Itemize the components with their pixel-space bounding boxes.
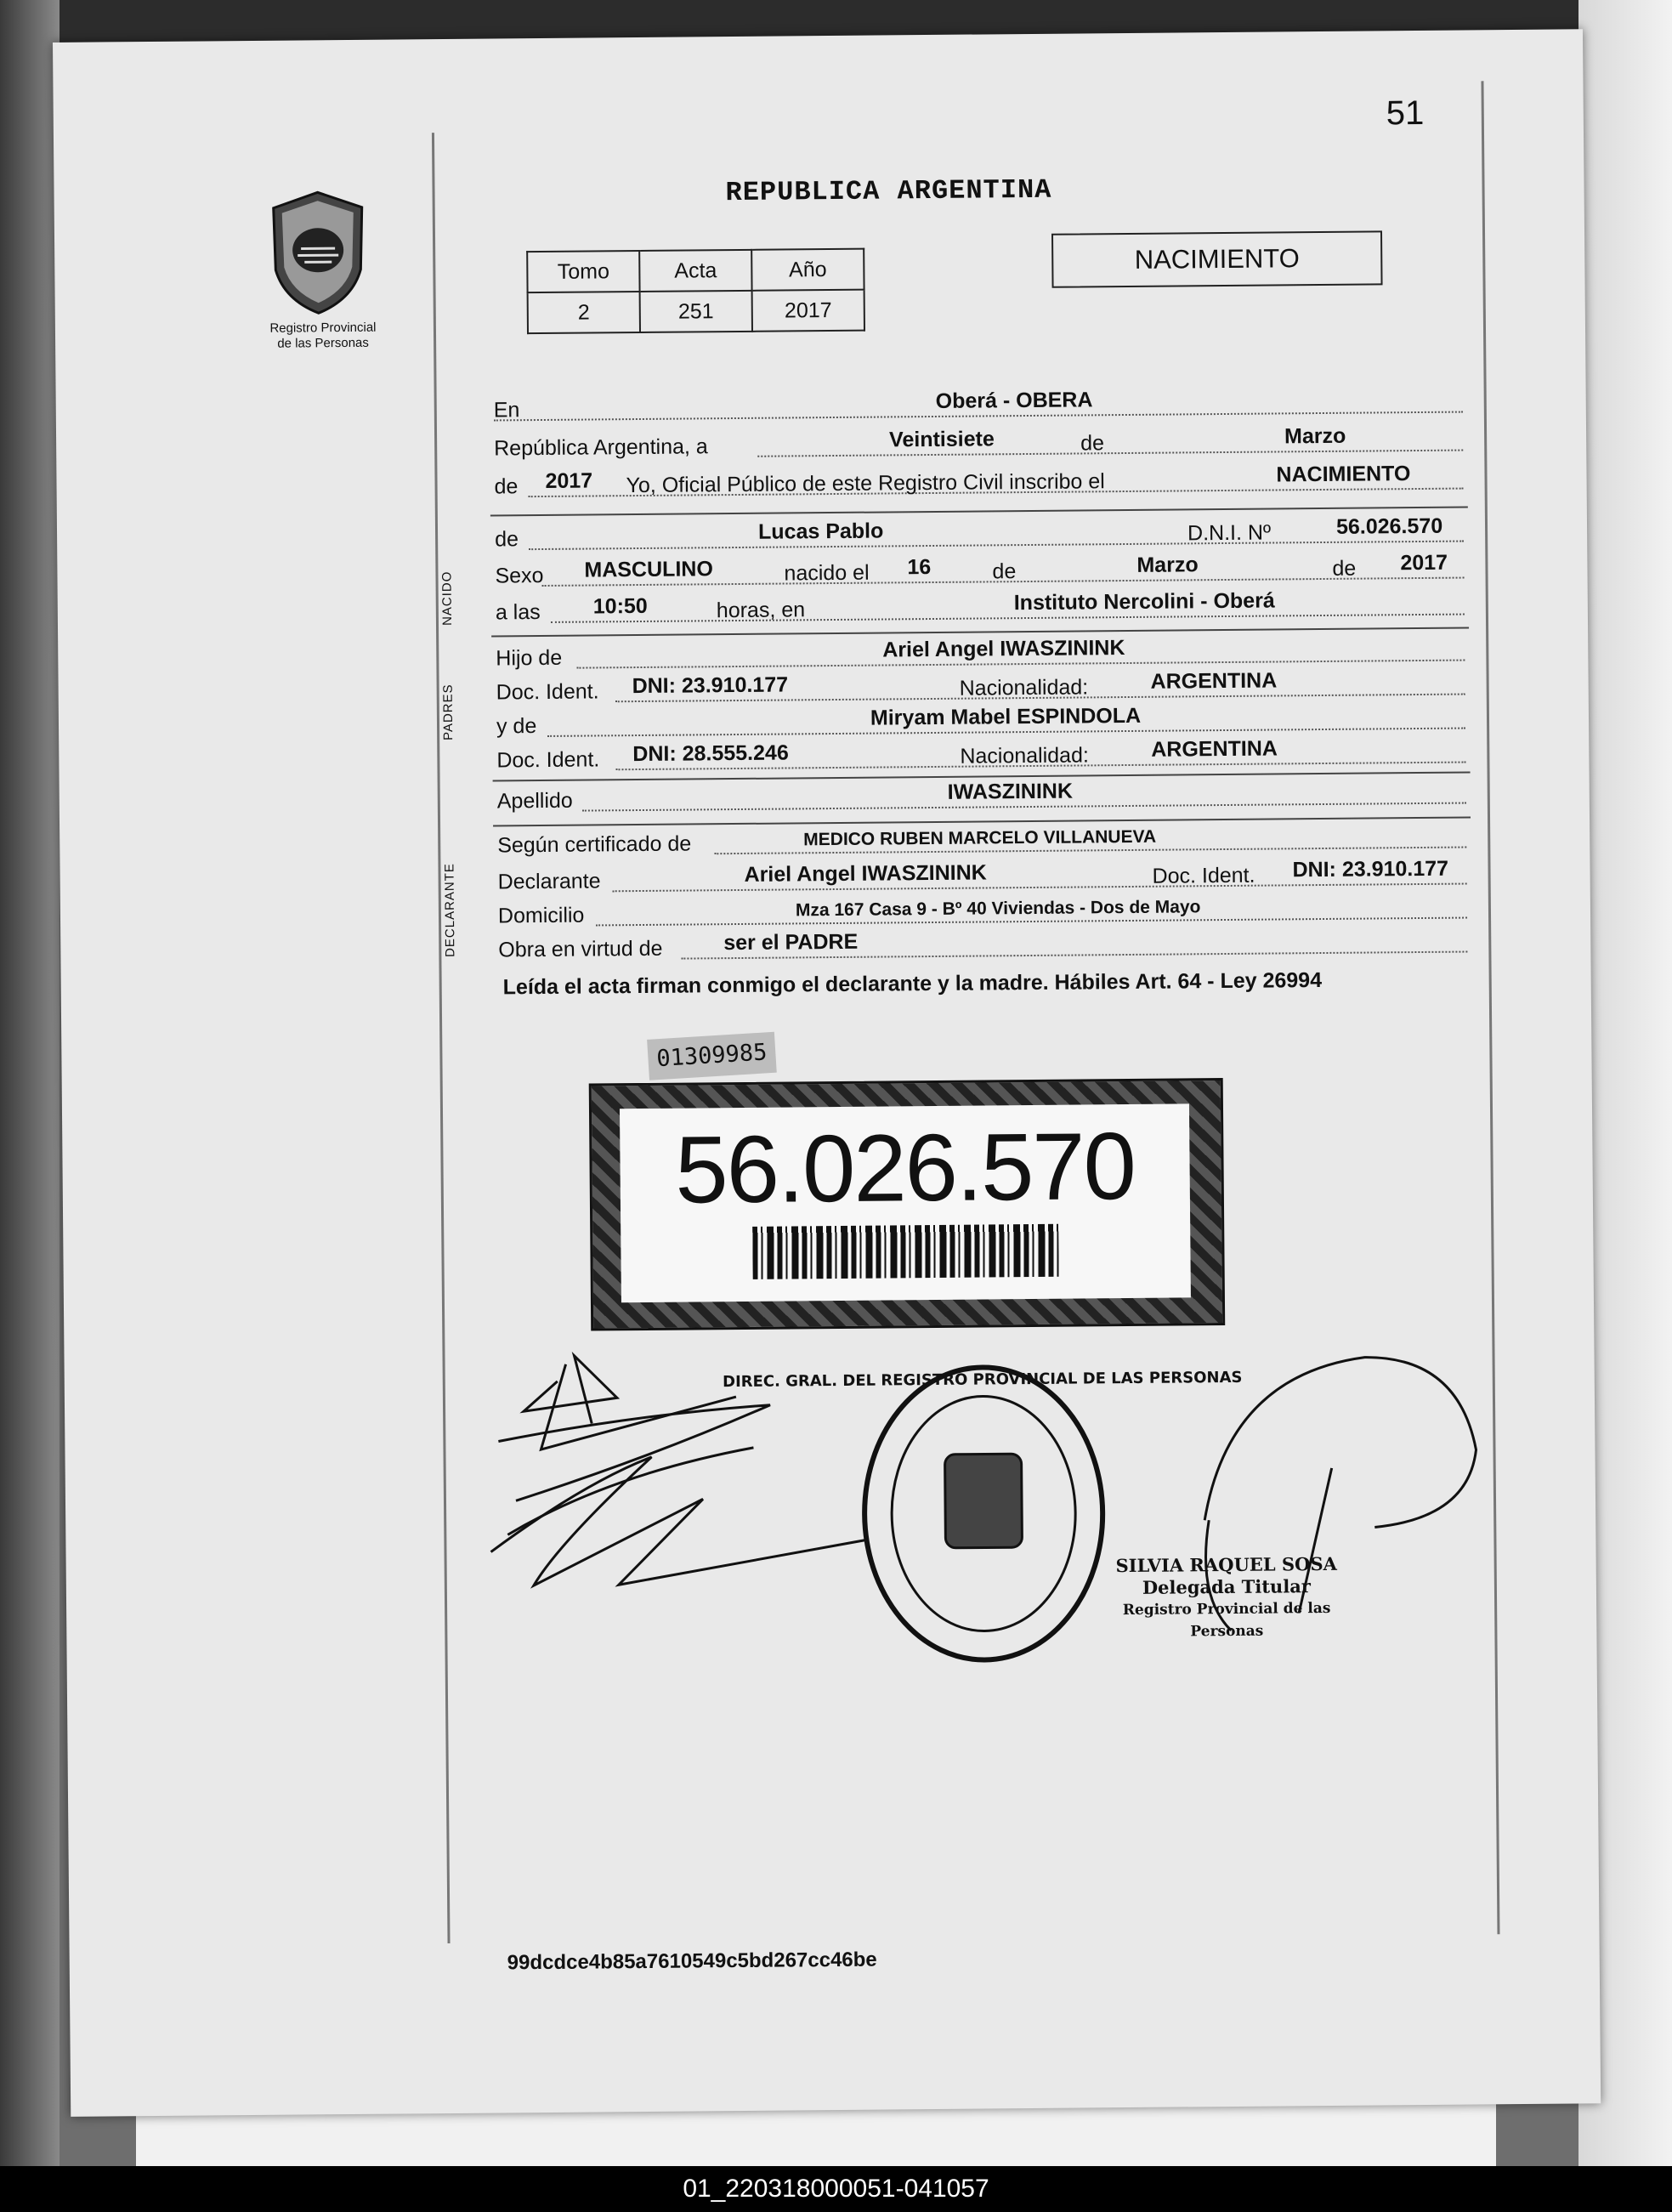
registry-value-acta: 251 bbox=[640, 291, 752, 332]
province-coat-of-arms-icon bbox=[267, 189, 370, 317]
image-caption-bar: 01_220318000051-041057 bbox=[0, 2166, 1672, 2212]
row-obra bbox=[498, 927, 1467, 965]
registry-table-values bbox=[528, 290, 864, 333]
label-nacido-el: nacido el bbox=[784, 560, 870, 586]
country-title: REPUBLICA ARGENTINA bbox=[725, 173, 1052, 209]
label-doc-ident: Doc. Ident. bbox=[496, 679, 599, 705]
officer-org: Registro Provincial de las Personas bbox=[1122, 1599, 1331, 1641]
row-madre bbox=[496, 704, 1465, 741]
value-padre-nacionalidad: ARGENTINA bbox=[1150, 668, 1278, 694]
document-hash: 99dcdce4b85a7610549c5bd267cc46be bbox=[507, 1948, 877, 1975]
label-nacionalidad-madre: Nacionalidad: bbox=[960, 743, 1089, 769]
row-apellido bbox=[497, 779, 1466, 816]
officer-block bbox=[1099, 1553, 1355, 1644]
value-apellido: IWASZININK bbox=[947, 779, 1074, 804]
logo-caption: Registro Provincial de las Personas bbox=[269, 320, 377, 351]
label-domicilio: Domicilio bbox=[497, 903, 585, 928]
section-label-nacido: NACIDO bbox=[439, 570, 456, 627]
value-dia-letras: Veintisiete bbox=[888, 427, 995, 452]
value-certificado: MEDICO RUBEN MARCELO VILLANUEVA bbox=[803, 826, 1157, 850]
label-a-las: a las bbox=[495, 600, 541, 625]
value-lugar-nacimiento: Instituto Nercolini - Oberá bbox=[1013, 588, 1275, 615]
separator-1 bbox=[490, 506, 1468, 516]
registry-table bbox=[526, 248, 865, 334]
value-domicilio: Mza 167 Casa 9 - Bº 40 Viviendas - Dos de Mayo bbox=[795, 897, 1201, 921]
label-hijo-de: Hijo de bbox=[496, 645, 563, 671]
label-declarante: Declarante bbox=[497, 869, 601, 894]
label-nacionalidad: Nacionalidad: bbox=[959, 675, 1089, 700]
row-domicilio bbox=[498, 893, 1467, 931]
label-y-de: y de bbox=[496, 714, 537, 739]
label-doc-ident-declarante: Doc. Ident. bbox=[1152, 863, 1255, 888]
barcode-icon bbox=[752, 1224, 1059, 1279]
section-label-padres: PADRES bbox=[440, 683, 456, 741]
officer-title: Delegada Titular bbox=[1142, 1575, 1312, 1598]
value-madre: Miryam Mabel ESPINDOLA bbox=[870, 703, 1142, 730]
label-de-dia: de bbox=[992, 559, 1017, 584]
value-hora: 10:50 bbox=[592, 593, 648, 619]
label-de-anio-nac: de bbox=[1332, 556, 1357, 581]
label-obra: Obra en virtud de bbox=[498, 936, 663, 962]
value-madre-nacionalidad: ARGENTINA bbox=[1151, 736, 1278, 762]
value-declarante: Ariel Angel IWASZININK bbox=[744, 860, 987, 887]
value-tipo: NACIMIENTO bbox=[1276, 462, 1411, 487]
registry-table-header bbox=[527, 249, 864, 292]
value-mes-inscripcion: Marzo bbox=[1284, 423, 1346, 449]
value-nombre: Lucas Pablo bbox=[757, 519, 884, 544]
label-de-nombre: de bbox=[494, 527, 519, 552]
value-dia-nacimiento: 16 bbox=[907, 555, 932, 580]
value-anio-inscripcion: 2017 bbox=[545, 468, 593, 493]
section-label-declarante: DECLARANTE bbox=[442, 863, 458, 958]
label-horas-en: horas, en bbox=[716, 598, 806, 623]
label-sexo: Sexo bbox=[495, 563, 544, 588]
row-certificado bbox=[497, 823, 1466, 860]
officer-name: SILVIA RAQUEL SOSA bbox=[1115, 1552, 1337, 1577]
left-margin-rule bbox=[432, 133, 451, 1943]
serial-number-label: 01309985 bbox=[647, 1032, 777, 1080]
label-de-anio: de bbox=[494, 474, 519, 499]
birth-certificate-page bbox=[53, 29, 1601, 2117]
registry-value-tomo: 2 bbox=[528, 292, 640, 333]
row-declarante bbox=[497, 856, 1466, 897]
value-dni: 56.026.570 bbox=[1335, 513, 1443, 539]
value-mes-nacimiento: Marzo bbox=[1136, 553, 1199, 577]
separator-2 bbox=[491, 627, 1469, 637]
value-anio-nacimiento: 2017 bbox=[1400, 550, 1448, 576]
label-republica: República Argentina, a bbox=[494, 434, 708, 461]
value-sexo: MASCULINO bbox=[584, 557, 713, 582]
row-sexo bbox=[495, 550, 1464, 591]
label-dni: D.N.I. Nº bbox=[1187, 520, 1272, 546]
value-madre-doc: DNI: 28.555.246 bbox=[632, 740, 789, 767]
dni-sticker bbox=[589, 1078, 1226, 1330]
registry-header-anio: Año bbox=[751, 249, 864, 291]
label-doc-ident-madre: Doc. Ident. bbox=[496, 747, 600, 773]
row-hora-lugar bbox=[496, 590, 1465, 627]
label-de-mes: de bbox=[1080, 431, 1105, 456]
registry-value-anio: 2017 bbox=[752, 290, 864, 332]
value-padre: Ariel Angel IWASZININK bbox=[882, 636, 1125, 662]
stamp-text: DIREC. GRAL. DEL REGISTRO PROVINCIAL DE LAS PERSONAS bbox=[723, 1368, 1243, 1392]
label-en: En bbox=[493, 398, 520, 423]
row-padre-doc bbox=[496, 670, 1465, 707]
value-padre-doc: DNI: 23.910.177 bbox=[632, 672, 789, 699]
row-madre-doc bbox=[496, 738, 1465, 775]
row-lugar bbox=[494, 388, 1463, 425]
background-left bbox=[0, 0, 60, 2212]
registry-header-tomo: Tomo bbox=[527, 251, 639, 292]
row-nombre bbox=[494, 513, 1464, 554]
label-segun: Según certificado de bbox=[497, 831, 692, 858]
certificate-type-box: NACIMIENTO bbox=[1051, 230, 1383, 287]
closing-note: Leída el acta firman conmigo el declarante y la madre. Hábiles Art. 64 - Ley 26994 bbox=[502, 968, 1323, 1000]
sticker-dni-number: 56.026.570 bbox=[674, 1112, 1136, 1223]
page-number: 51 bbox=[1386, 94, 1425, 133]
value-lugar: Oberá - OBERA bbox=[935, 388, 1093, 413]
label-yo: Yo, Oficial Público de este Registro Civil inscribo el bbox=[626, 469, 1105, 498]
value-obra: ser el PADRE bbox=[723, 929, 859, 956]
row-fecha-inscripcion bbox=[494, 423, 1463, 463]
registry-header-acta: Acta bbox=[639, 250, 751, 292]
label-apellido: Apellido bbox=[496, 788, 573, 814]
row-anio-tipo bbox=[494, 464, 1463, 502]
row-padre bbox=[496, 636, 1465, 673]
value-declarante-doc: DNI: 23.910.177 bbox=[1292, 856, 1449, 882]
